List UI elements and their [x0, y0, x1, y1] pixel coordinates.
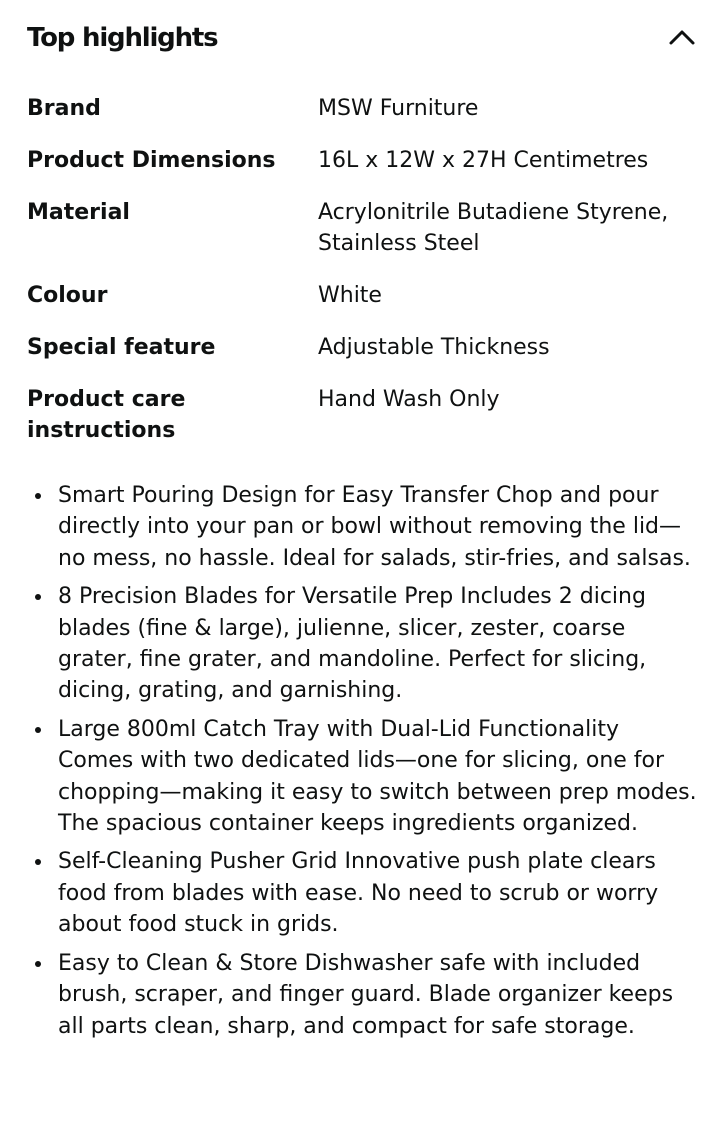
- spec-key: Colour: [27, 283, 108, 308]
- bullet-dot-icon: [35, 727, 41, 733]
- feature-bullet: [27, 480, 697, 574]
- spec-row-brand: [27, 93, 697, 124]
- spec-value: Adjustable Thickness: [318, 335, 550, 360]
- spec-key: Product Dimensions: [27, 148, 276, 173]
- top-highlights-header[interactable]: [27, 18, 697, 58]
- spec-value: MSW Furniture: [318, 96, 479, 121]
- spec-key: Material: [27, 200, 130, 225]
- feature-bullet-text: Self-Cleaning Pusher Grid Innovative push plate clears food from blades with ease. No need to scrub or worry about food stuck in grids.: [58, 849, 659, 938]
- bullet-dot-icon: [35, 859, 41, 865]
- spec-key: Special feature: [27, 335, 216, 360]
- spec-key: Product care instructions: [27, 387, 186, 443]
- feature-bullet-text: Easy to Clean & Store Dishwasher safe with included brush, scraper, and finger guard. Blade organizer keeps all parts clean, sharp, and compact for safe storage.: [58, 950, 674, 1039]
- feature-bullet-text: Large 800ml Catch Tray with Dual-Lid Functionality Comes with two dedicated lids—one for slicing, one for chopping—making it easy to switch between prep modes. The spacious container keeps ingredients organized.: [58, 716, 697, 837]
- spec-row-material: [27, 197, 697, 259]
- spec-value: Acrylonitrile Butadiene Styrene, Stainless Steel: [318, 200, 669, 256]
- spec-row-dimensions: [27, 145, 697, 176]
- section-title: Top highlights: [27, 23, 218, 53]
- spec-row-colour: [27, 280, 697, 311]
- feature-bullet-list: [27, 480, 697, 1049]
- feature-bullet-text: 8 Precision Blades for Versatile Prep Includes 2 dicing blades (fine & large), julienne, slicer, zester, coarse grater, fine grater, and mandoline. Perfect for slicing, dicing, grating, and garnishing.: [58, 584, 647, 704]
- chevron-up-icon[interactable]: [667, 24, 697, 50]
- spec-key: Brand: [27, 96, 101, 121]
- feature-bullet: [27, 948, 697, 1042]
- feature-bullet: [27, 846, 697, 940]
- bullet-dot-icon: [35, 594, 41, 600]
- bullet-dot-icon: [35, 961, 41, 967]
- feature-bullet: [27, 714, 697, 840]
- spec-row-care-instructions: [27, 384, 697, 446]
- bullet-dot-icon: [35, 493, 41, 499]
- feature-bullet: [27, 581, 697, 707]
- feature-bullet-text: Smart Pouring Design for Easy Transfer Chop and pour directly into your pan or bowl without removing the lid—no mess, no hassle. Ideal for salads, stir-fries, and salsas.: [58, 483, 691, 571]
- spec-value: Hand Wash Only: [318, 387, 500, 412]
- spec-row-special-feature: [27, 332, 697, 363]
- spec-value: White: [318, 283, 382, 308]
- spec-value: 16L x 12W x 27H Centimetres: [318, 148, 649, 173]
- specs-table: [27, 93, 697, 467]
